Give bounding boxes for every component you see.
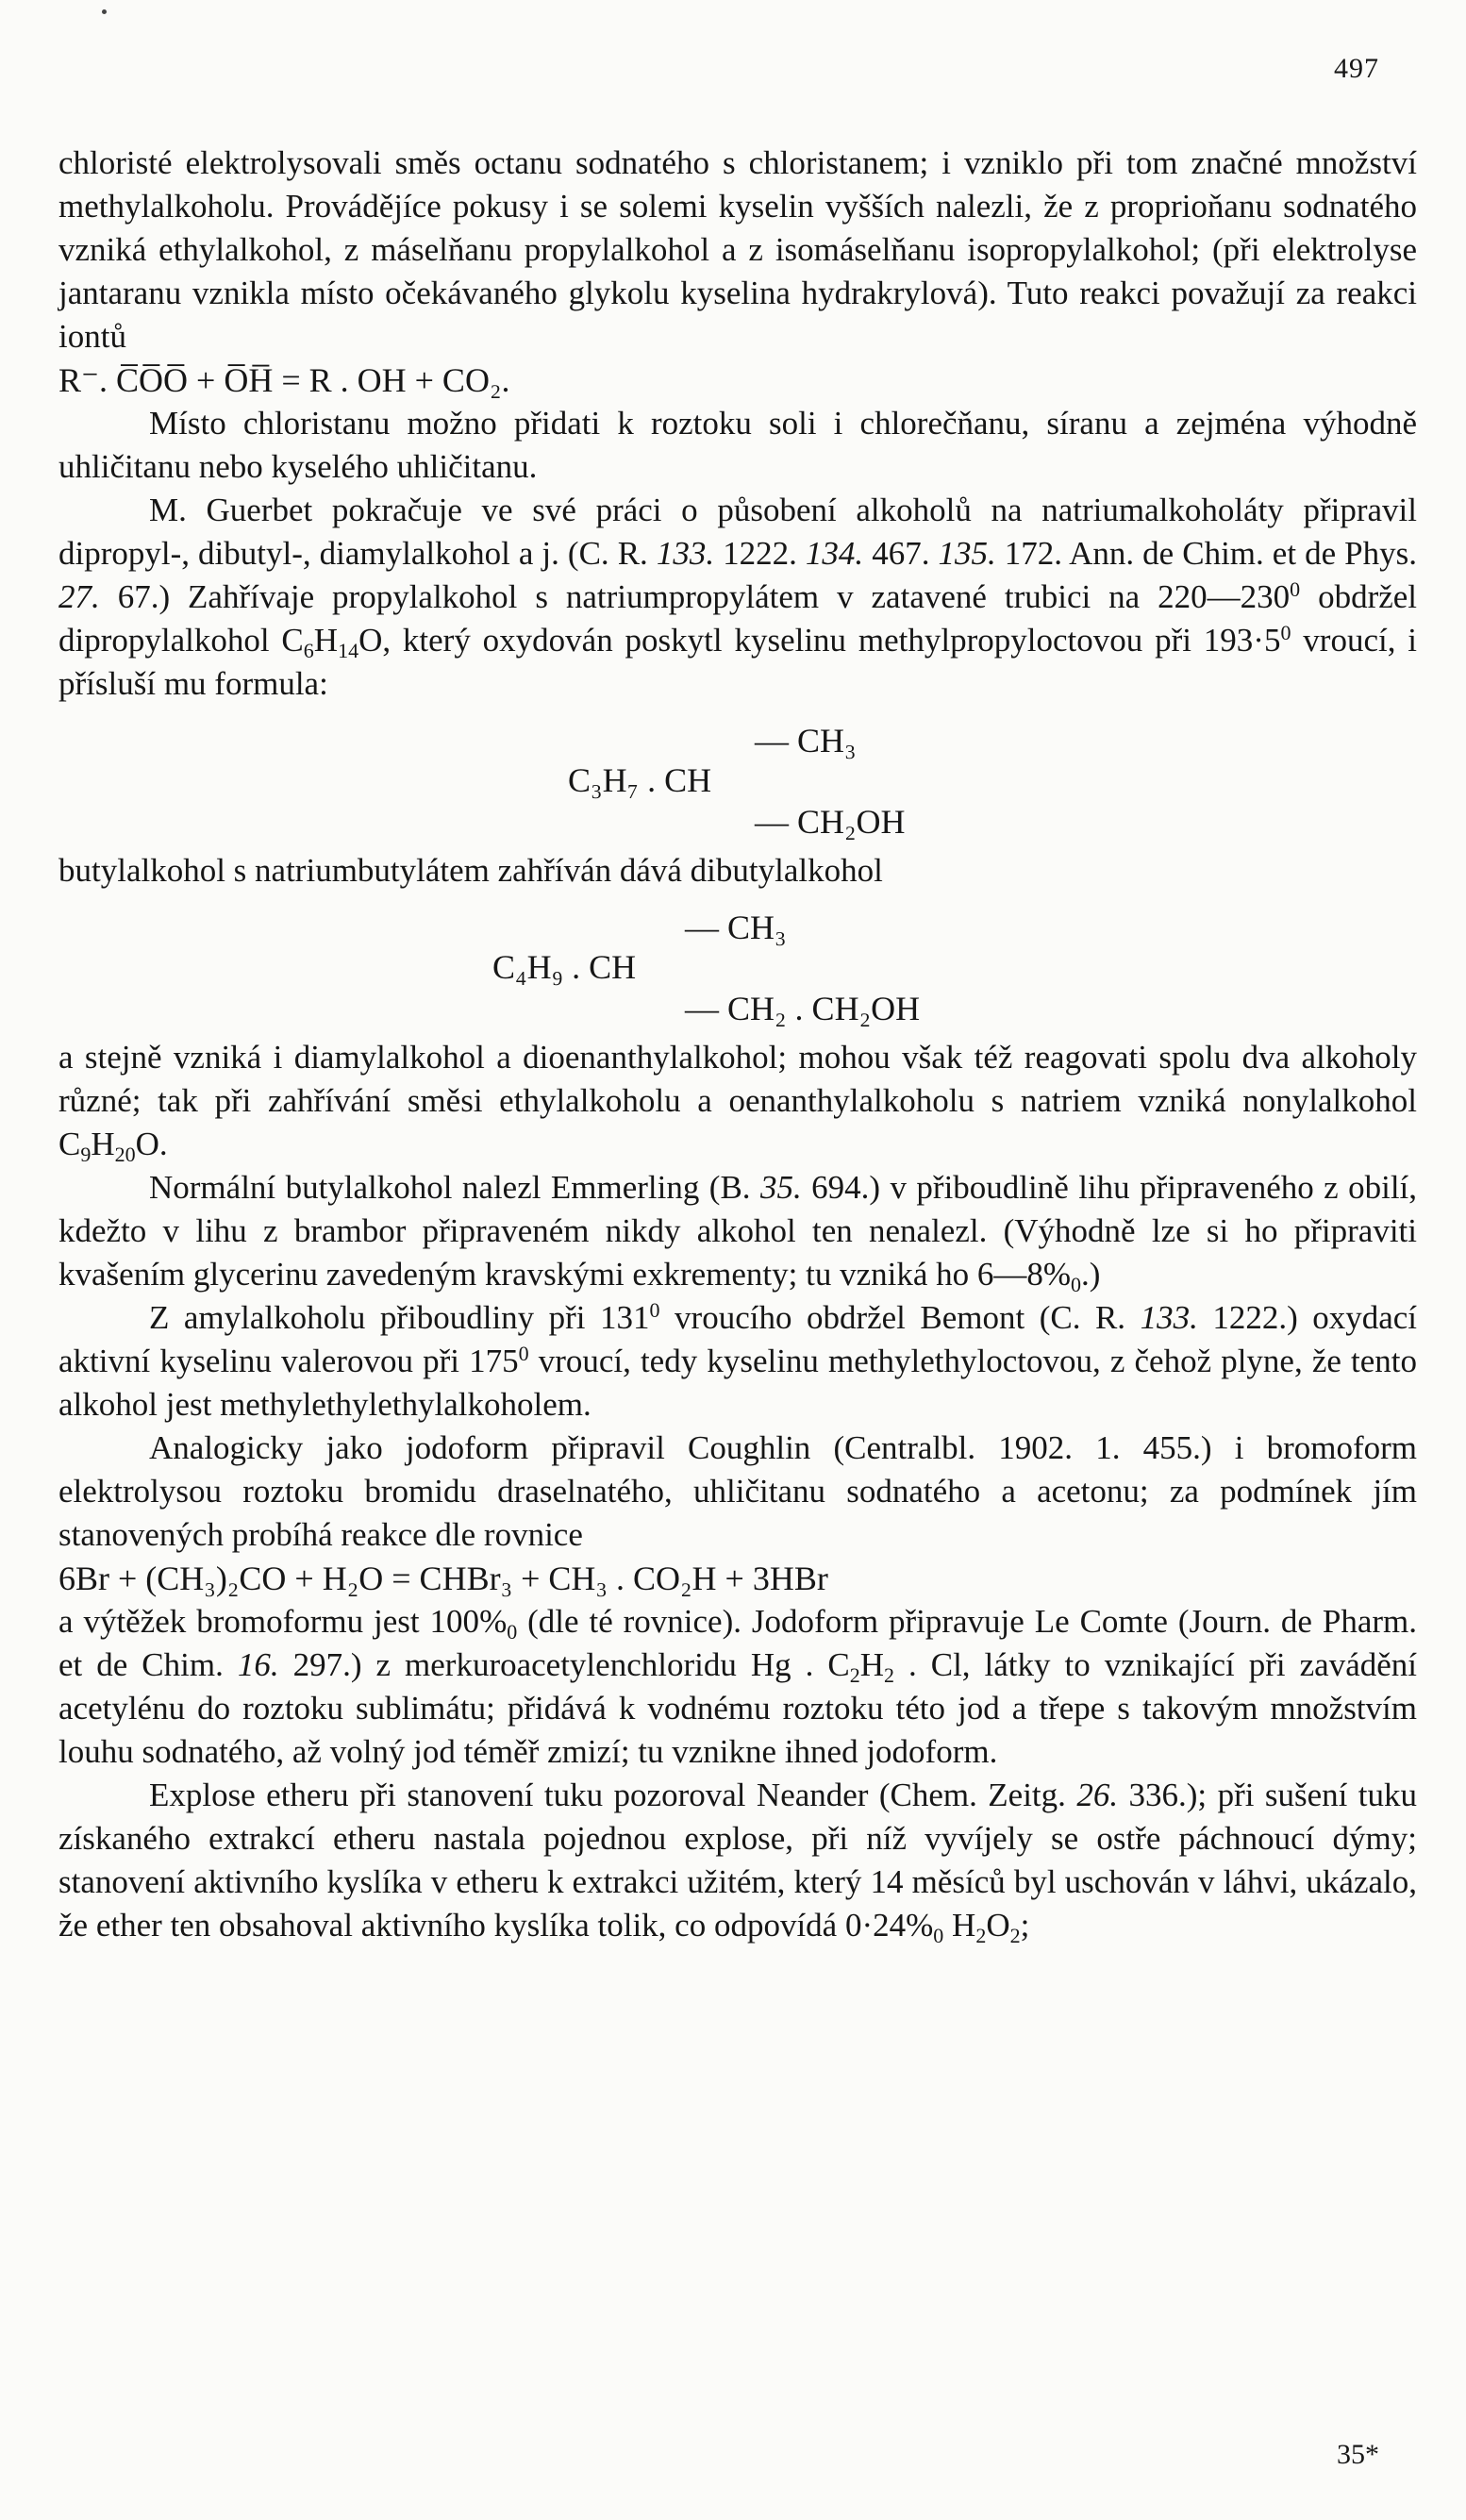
formula-dibutylalcohol [58, 900, 1417, 1028]
formula-bottom-branch: — CH₂ . CH₂OH [685, 990, 921, 1027]
formula-top-branch: — CH₃ [685, 909, 787, 946]
formula-bottom-branch: — CH₂OH [755, 803, 906, 841]
paragraph-4: butylalkohol s natriumbutylátem zahříván dává dibutylalkohol [58, 852, 883, 889]
paragraph-9: a výtěžek bromoformu jest $100\%_0$ (dle té rovnice). Jodoform připravuje Le Comte (Journ. de Pharm. et de Chim. 16. 297.) z merkuroacetylenchloridu Hg . $C_2H_2$ . Cl, látky to vznikající při zavádění acetylénu do roztoku sublimátu; přidává k vodnému roztoku této jod a třepe s takovým množstvím louhu sodnatého, až volný jod téměř zmizí; tu vznikne ihned jodoform. [58, 1603, 1417, 1770]
paragraph-8: Analogicky jako jodoform připravil Coughlin (Centralbl. 1902. 1. 455.) i bromoform elektrolysou roztoku bromidu draselnatého, uhličitanu sodnatého a acetonu; za podmínek jím stanovených probíhá reakce dle rovnice [58, 1429, 1417, 1553]
page-number: 497 [1334, 53, 1379, 84]
body-text [58, 142, 1417, 1947]
equation-bromoform: 6Br + (CH₃)₂CO + H₂O = CHBr₃ + CH₃ . CO₂H + 3HBr [58, 1560, 828, 1597]
paragraph-10: Explose etheru při stanovení tuku pozoroval Neander (Chem. Zeitg. 26. 336.); při sušení tuku získaného extrakcí etheru nastala pojednou explose, při níž vyvíjely se ostře páchnoucí dýmy; stanovení aktivního kyslíka v etheru k extrakci užitém, který 14 měsíců byl uschován v láhvi, ukázalo, že ether ten obsahoval aktivního kyslíka tolik, co odpovídá $0\cdot 24\%_0$ $H_2O_2$; [58, 1777, 1418, 1947]
formula-dipropylalcohol [58, 713, 1417, 842]
paragraph-7: Z amylalkoholu přiboudliny při $131^0$ vroucího obdržel Bemont (C. R. 133. 1222.) oxydací aktivní kyselinu valerovou při $175^0$ vroucí, tedy kyselinu methylethyloctovou, z čehož plyne, že tento alkohol jest methylethylethylalkoholem. [58, 1298, 1418, 1423]
paragraph-6: Normální butylalkohol nalezl Emmerling (B. 35. 694.) v přiboudlině lihu připraveného z obilí, kdežto v lihu z brambor připraveném nikdy alkohol ten nenalezl. (Výhodně lze si ho připraviti kvašením glycerinu zavedeným kravskými exkrementy; tu vzniká ho $6—8\%_0$.) [58, 1169, 1418, 1296]
formula-main-chain: C₄H₉ . CH [492, 948, 637, 986]
paragraph-2: Místo chloristanu možno přidati k roztoku soli i chlorečňanu, síranu a zejména výhodně uhličitanu nebo kyselého uhličitanu. [58, 405, 1417, 485]
paragraph-3: M. Guerbet pokračuje ve své práci o působení alkoholů na natriumalkoholáty připravil dipropyl-, dibutyl-, diamylalkohol a j. (C. R. 133. 1222. 134. 467. 135. 172. Ann. de Chim. et de Phys. 27. 67.) Zahřívaje propylalkohol s natriumpropylátem v zatavené trubici na $220—230^0$ obdržel dipropylalkohol $C_6H_{14}O$, který oxydován poskytl kyselinu methylpropyloctovou při $193\cdot 5^0$ vroucí, i přísluší mu formula: [58, 492, 1418, 702]
equation-ion-reaction: R⁻. C̅O̅O̅ + O̅H̅ = R . OH + CO₂. [58, 361, 510, 399]
formula-main-chain: C₃H₇ . CH [568, 761, 712, 799]
paragraph-5: a stejně vzniká i diamylalkohol a dioenanthylalkohol; mohou však též reagovati spolu dva alkoholy různé; tak při zahřívání směsi ethylalkoholu a oenanthylalkoholu s natriem vzniká nonylalkohol $C_9H_{20}O$. [58, 1039, 1417, 1166]
print-speck [102, 9, 107, 14]
paragraph-1: chloristé elektrolysovali směs octanu sodnatého s chloristanem; i vzniklo při tom značné množství methylalkoholu. Provádějíce pokusy i se solemi kyselin vyšších nalezli, že z proprioňanu sodnatého vzniká ethylalkohol, z máselňanu propylalkohol a z isomáselňanu isopropylalkohol; (při elektrolyse jantaranu vznikla místo očekávaného glykolu kyselina hydrakrylová). Tuto reakci považují za reakci iontů [58, 144, 1417, 355]
formula-top-branch: — CH₃ [755, 722, 857, 759]
signature-mark: 35* [1337, 2439, 1379, 2470]
